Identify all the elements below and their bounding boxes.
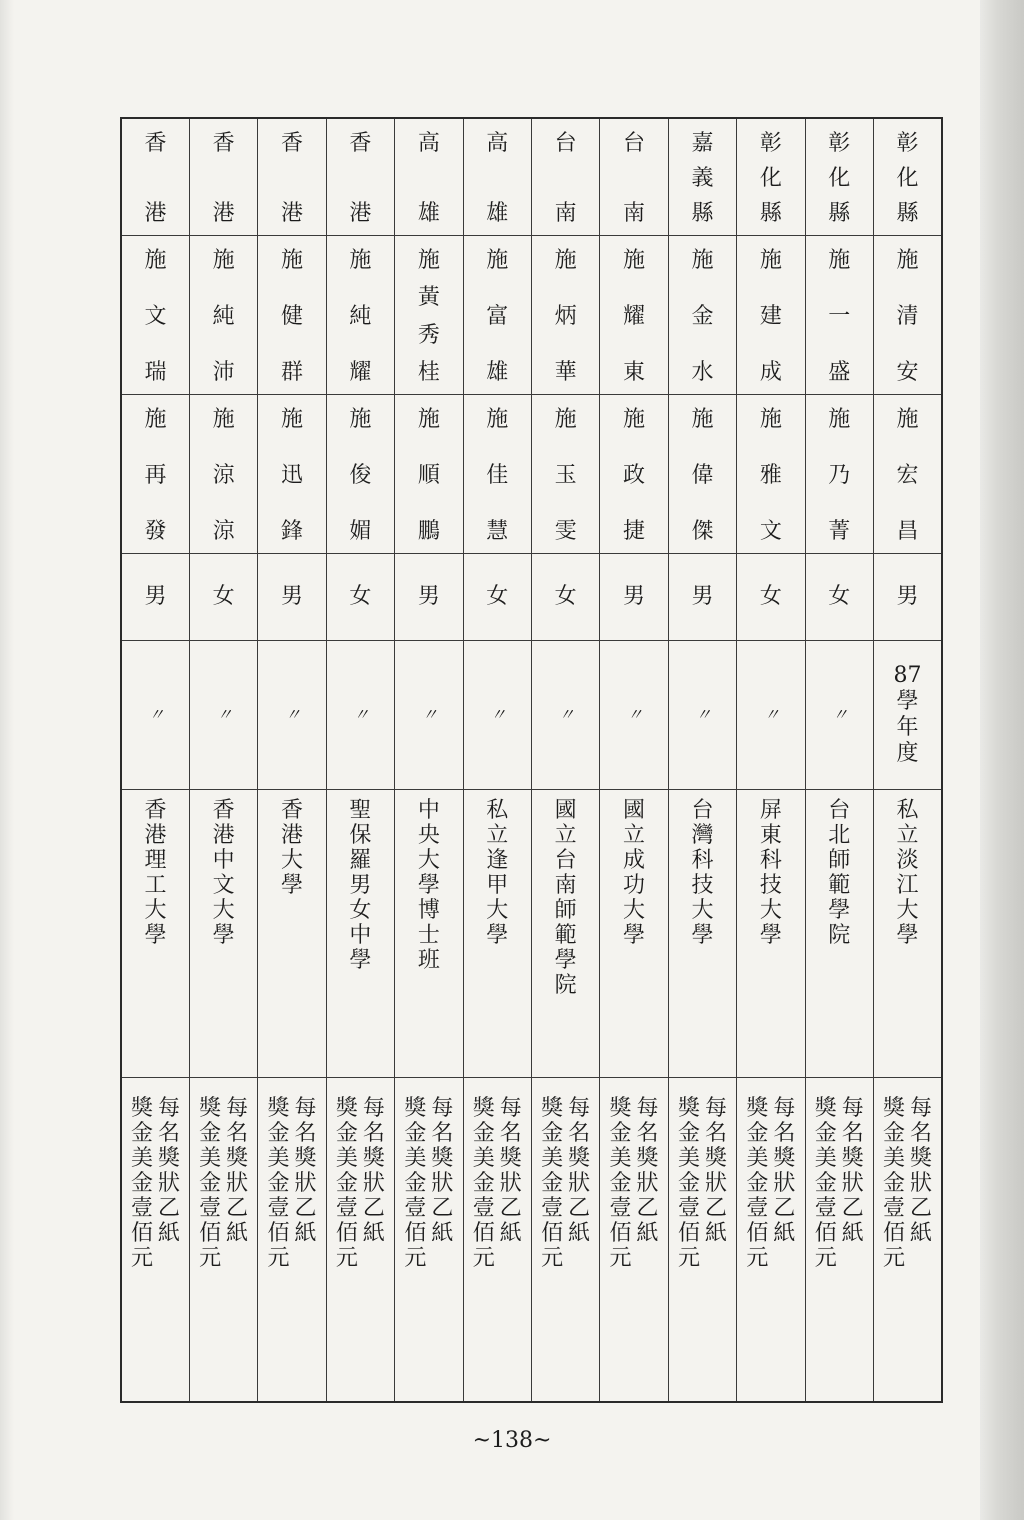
- cell-parent: [189, 236, 257, 395]
- award-text: [874, 1078, 941, 1270]
- award-line: 每 名 獎 狀 乙 紙: [362, 1096, 385, 1246]
- award-text: [532, 1078, 599, 1270]
- row-school: [121, 790, 942, 1078]
- award-text: [327, 1078, 394, 1270]
- award-text: [737, 1078, 804, 1270]
- cell-gender: [531, 554, 599, 641]
- student-name: 施 雅 文: [759, 407, 782, 544]
- table-body: [121, 118, 942, 1402]
- cell-gender: [805, 554, 873, 641]
- award-line: 每 名 獎 狀 乙 紙: [909, 1096, 932, 1246]
- cell-school: [805, 790, 873, 1078]
- cell-place: [189, 118, 257, 236]
- award-line: 每 名 獎 狀 乙 紙: [226, 1096, 249, 1246]
- parent-name: 施 富 雄: [486, 248, 509, 385]
- row-place: [121, 118, 942, 236]
- cell-school: [668, 790, 736, 1078]
- cell-school: [326, 790, 394, 1078]
- gender: 男: [281, 584, 304, 609]
- cell-award: [805, 1078, 873, 1402]
- award-text: [258, 1078, 325, 1270]
- cell-school-year: [121, 641, 189, 790]
- gender: 女: [828, 584, 851, 609]
- school-year: [600, 641, 667, 789]
- award-text: [806, 1078, 873, 1270]
- parent-name: 施 健 群: [281, 248, 304, 385]
- school-name: 國 立 台 南 師 範 學 院: [554, 798, 577, 998]
- school-year-text: 〃: [421, 705, 436, 724]
- award-line: 獎 金 美 金 壹 佰 元: [199, 1096, 222, 1271]
- school-name: 香 港 大 學: [281, 798, 304, 898]
- parent-name: 施 黃 秀 桂: [417, 248, 440, 385]
- cell-gender: [668, 554, 736, 641]
- cell-gender: [463, 554, 531, 641]
- award-line: 每 名 獎 狀 乙 紙: [568, 1096, 591, 1246]
- cell-school-year: [258, 641, 326, 790]
- parent-name: 施 文 瑞: [144, 248, 167, 385]
- cell-award: [873, 1078, 942, 1402]
- cell-school: [737, 790, 805, 1078]
- school-year: [190, 641, 257, 789]
- award-text: [395, 1078, 462, 1270]
- cell-gender: [873, 554, 942, 641]
- cell-school: [189, 790, 257, 1078]
- school-year: [737, 641, 804, 789]
- cell-parent: [873, 236, 942, 395]
- school-year: [122, 641, 189, 789]
- award-line: 獎 金 美 金 壹 佰 元: [541, 1096, 564, 1271]
- gender: 男: [144, 584, 167, 609]
- school-year-text: 〃: [285, 705, 300, 724]
- parent-name: 施 建 成: [759, 248, 782, 385]
- place-name: 嘉 義 縣: [691, 131, 714, 226]
- cell-school: [531, 790, 599, 1078]
- school-year-text: 〃: [763, 705, 778, 724]
- cell-place: [258, 118, 326, 236]
- row-school-year: [121, 641, 942, 790]
- cell-award: [600, 1078, 668, 1402]
- gender: 女: [349, 584, 372, 609]
- school-year-text: 〃: [627, 705, 642, 724]
- cell-place: [805, 118, 873, 236]
- gender: 男: [417, 584, 440, 609]
- cell-gender: [121, 554, 189, 641]
- cell-student: [258, 395, 326, 554]
- cell-student: [600, 395, 668, 554]
- cell-student: [531, 395, 599, 554]
- student-name: 施 順 鵬: [417, 407, 440, 544]
- award-line: 每 名 獎 狀 乙 紙: [294, 1096, 317, 1246]
- school-year-text: 〃: [558, 705, 573, 724]
- cell-school-year: [600, 641, 668, 790]
- school-year-text: 87 學 年 度: [893, 663, 922, 766]
- student-name: 施 涼 涼: [212, 407, 235, 544]
- school-name: 香 港 中 文 大 學: [212, 798, 235, 948]
- row-student: [121, 395, 942, 554]
- cell-school: [121, 790, 189, 1078]
- place-name: 台 南: [623, 131, 646, 226]
- cell-school-year: [395, 641, 463, 790]
- row-parent: [121, 236, 942, 395]
- student-name: 施 迅 鋒: [281, 407, 304, 544]
- parent-name: 施 耀 東: [623, 248, 646, 385]
- student-name: 施 政 捷: [623, 407, 646, 544]
- cell-place: [121, 118, 189, 236]
- cell-school-year: [668, 641, 736, 790]
- student-name: 施 再 發: [144, 407, 167, 544]
- school-year: [874, 641, 941, 789]
- award-line: 每 名 獎 狀 乙 紙: [157, 1096, 180, 1246]
- award-line: 每 名 獎 狀 乙 紙: [636, 1096, 659, 1246]
- cell-place: [395, 118, 463, 236]
- cell-school-year: [531, 641, 599, 790]
- parent-name: 施 清 安: [896, 248, 919, 385]
- parent-name: 施 金 水: [691, 248, 714, 385]
- school-year-text: 〃: [216, 705, 231, 724]
- cell-school: [600, 790, 668, 1078]
- page-binding-shadow: [0, 0, 14, 1520]
- place-name: 高 雄: [486, 131, 509, 226]
- cell-parent: [805, 236, 873, 395]
- place-name: 香 港: [349, 131, 372, 226]
- award-line: 獎 金 美 金 壹 佰 元: [130, 1096, 153, 1271]
- school-year: [532, 641, 599, 789]
- cell-student: [326, 395, 394, 554]
- cell-school-year: [326, 641, 394, 790]
- place-name: 香 港: [144, 131, 167, 226]
- gender: 女: [486, 584, 509, 609]
- school-year: [669, 641, 736, 789]
- cell-school: [258, 790, 326, 1078]
- school-year-text: 〃: [832, 705, 847, 724]
- cell-gender: [326, 554, 394, 641]
- place-name: 彰 化 縣: [896, 131, 919, 226]
- place-name: 高 雄: [417, 131, 440, 226]
- school-name: 私 立 逢 甲 大 學: [486, 798, 509, 948]
- award-line: 獎 金 美 金 壹 佰 元: [882, 1096, 905, 1271]
- student-name: 施 俊 媚: [349, 407, 372, 544]
- cell-parent: [395, 236, 463, 395]
- award-text: [669, 1078, 736, 1270]
- cell-gender: [189, 554, 257, 641]
- cell-student: [873, 395, 942, 554]
- cell-student: [737, 395, 805, 554]
- cell-award: [395, 1078, 463, 1402]
- cell-parent: [121, 236, 189, 395]
- cell-place: [873, 118, 942, 236]
- award-line: 獎 金 美 金 壹 佰 元: [677, 1096, 700, 1271]
- cell-parent: [326, 236, 394, 395]
- school-year: [806, 641, 873, 789]
- cell-parent: [600, 236, 668, 395]
- cell-student: [805, 395, 873, 554]
- place-name: 香 港: [281, 131, 304, 226]
- cell-school-year: [873, 641, 942, 790]
- parent-name: 施 純 耀: [349, 248, 372, 385]
- award-line: 獎 金 美 金 壹 佰 元: [404, 1096, 427, 1271]
- page-number: ~138~: [472, 1428, 552, 1453]
- school-year: [258, 641, 325, 789]
- award-line: 每 名 獎 狀 乙 紙: [704, 1096, 727, 1246]
- row-gender: [121, 554, 942, 641]
- parent-name: 施 一 盛: [828, 248, 851, 385]
- school-name: 國 立 成 功 大 學: [623, 798, 646, 948]
- gender: 女: [759, 584, 782, 609]
- cell-place: [600, 118, 668, 236]
- award-text: [600, 1078, 667, 1270]
- page-edge-shadow: [980, 0, 1024, 1520]
- award-line: 獎 金 美 金 壹 佰 元: [335, 1096, 358, 1271]
- gender: 男: [896, 584, 919, 609]
- place-name: 彰 化 縣: [828, 131, 851, 226]
- cell-school-year: [805, 641, 873, 790]
- school-year: [395, 641, 462, 789]
- school-name: 香 港 理 工 大 學: [144, 798, 167, 948]
- school-year-text: 〃: [148, 705, 163, 724]
- school-name: 聖 保 羅 男 女 中 學: [349, 798, 372, 973]
- cell-student: [395, 395, 463, 554]
- cell-award: [668, 1078, 736, 1402]
- cell-student: [189, 395, 257, 554]
- cell-student: [463, 395, 531, 554]
- cell-school-year: [189, 641, 257, 790]
- school-name: 台 灣 科 技 大 學: [691, 798, 714, 948]
- award-line: 獎 金 美 金 壹 佰 元: [609, 1096, 632, 1271]
- cell-gender: [600, 554, 668, 641]
- cell-parent: [531, 236, 599, 395]
- school-year-text: 〃: [695, 705, 710, 724]
- cell-award: [258, 1078, 326, 1402]
- school-name: 私 立 淡 江 大 學: [896, 798, 919, 948]
- cell-school: [395, 790, 463, 1078]
- gender: 男: [691, 584, 714, 609]
- cell-place: [463, 118, 531, 236]
- cell-award: [189, 1078, 257, 1402]
- school-name: 台 北 師 範 學 院: [828, 798, 851, 948]
- cell-award: [531, 1078, 599, 1402]
- cell-parent: [737, 236, 805, 395]
- gender: 女: [554, 584, 577, 609]
- award-text: [122, 1078, 189, 1270]
- gender: 男: [623, 584, 646, 609]
- cell-award: [326, 1078, 394, 1402]
- cell-parent: [258, 236, 326, 395]
- cell-school-year: [737, 641, 805, 790]
- cell-school: [463, 790, 531, 1078]
- cell-school-year: [463, 641, 531, 790]
- cell-gender: [395, 554, 463, 641]
- parent-name: 施 炳 華: [554, 248, 577, 385]
- award-line: 每 名 獎 狀 乙 紙: [773, 1096, 796, 1246]
- cell-place: [668, 118, 736, 236]
- award-text: [190, 1078, 257, 1270]
- cell-place: [326, 118, 394, 236]
- cell-place: [737, 118, 805, 236]
- cell-award: [737, 1078, 805, 1402]
- school-year: [464, 641, 531, 789]
- award-line: 獎 金 美 金 壹 佰 元: [746, 1096, 769, 1271]
- place-name: 台 南: [554, 131, 577, 226]
- parent-name: 施 純 沛: [212, 248, 235, 385]
- student-name: 施 宏 昌: [896, 407, 919, 544]
- scholarship-register-table: [120, 117, 943, 1403]
- cell-award: [121, 1078, 189, 1402]
- award-line: 獎 金 美 金 壹 佰 元: [814, 1096, 837, 1271]
- gender: 女: [212, 584, 235, 609]
- cell-gender: [737, 554, 805, 641]
- cell-place: [531, 118, 599, 236]
- cell-student: [668, 395, 736, 554]
- school-name: 中 央 大 學 博 士 班: [417, 798, 440, 973]
- cell-parent: [463, 236, 531, 395]
- student-name: 施 偉 傑: [691, 407, 714, 544]
- award-text: [464, 1078, 531, 1270]
- school-year-text: 〃: [490, 705, 505, 724]
- student-name: 施 佳 慧: [486, 407, 509, 544]
- row-award: [121, 1078, 942, 1402]
- cell-parent: [668, 236, 736, 395]
- school-name: 屏 東 科 技 大 學: [759, 798, 782, 948]
- award-line: 每 名 獎 狀 乙 紙: [499, 1096, 522, 1246]
- place-name: 彰 化 縣: [759, 131, 782, 226]
- cell-school: [873, 790, 942, 1078]
- student-name: 施 玉 雯: [554, 407, 577, 544]
- award-line: 每 名 獎 狀 乙 紙: [841, 1096, 864, 1246]
- place-name: 香 港: [212, 131, 235, 226]
- school-year-text: 〃: [353, 705, 368, 724]
- student-name: 施 乃 菁: [828, 407, 851, 544]
- cell-student: [121, 395, 189, 554]
- school-year: [327, 641, 394, 789]
- cell-gender: [258, 554, 326, 641]
- award-line: 每 名 獎 狀 乙 紙: [431, 1096, 454, 1246]
- award-line: 獎 金 美 金 壹 佰 元: [472, 1096, 495, 1271]
- cell-award: [463, 1078, 531, 1402]
- award-line: 獎 金 美 金 壹 佰 元: [267, 1096, 290, 1271]
